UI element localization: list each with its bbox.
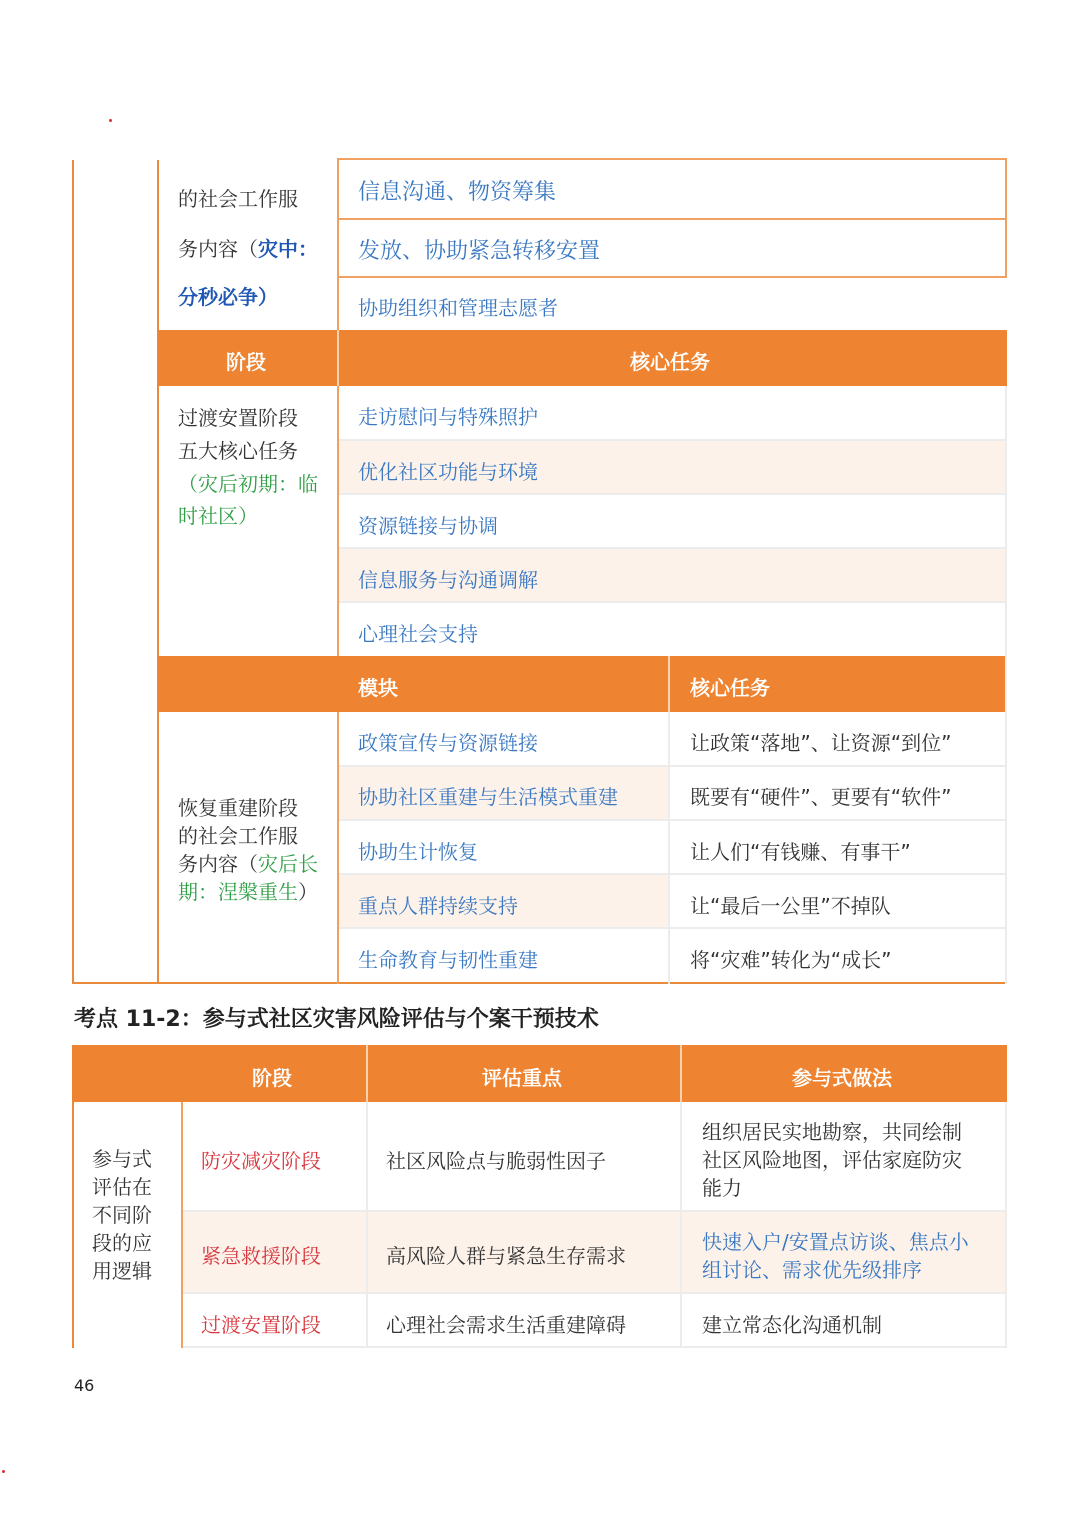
row-b-item-4: 信息服务与沟通调解: [358, 568, 538, 592]
table2-row1-stage: 防灾减灾阶段: [201, 1149, 321, 1173]
table2-row1-focus: 社区风险点与脆弱性因子: [386, 1149, 606, 1173]
table2-row3-method: 建立常态化沟通机制: [702, 1313, 882, 1337]
row-a-item-1: 信息沟通、物资筹集: [358, 180, 557, 205]
row-c-module-2: 协助社区重建与生活模式重建: [358, 785, 618, 809]
table2-row2-focus: 高风险人群与紧急生存需求: [386, 1244, 626, 1268]
header-c-core-task: 核心任务: [690, 676, 770, 700]
stray-dot-bottom: [2, 1470, 5, 1473]
row-b-item-2: 优化社区功能与环境: [358, 460, 538, 484]
header-c-module: 模块: [358, 676, 398, 700]
row-c-task-2: 既要有“硬件”、更要有“软件”: [690, 785, 952, 809]
row-c-module-5: 生命教育与韧性重建: [358, 948, 538, 972]
row-c-task-1: 让政策“落地”、让资源“到位”: [690, 731, 952, 755]
table1-bottom-line: [72, 982, 1007, 984]
table2-left-line: [72, 1102, 74, 1348]
row-a-item-2: 发放、协助紧急转移安置: [358, 239, 601, 264]
header-b-stage: 阶段: [226, 350, 266, 374]
table1-outer-left-line: [72, 160, 74, 984]
row-c-module-4: 重点人群持续支持: [358, 894, 518, 918]
row-c-task-5: 将“灾难”转化为“成长”: [690, 948, 892, 972]
page-number: 46: [74, 1376, 95, 1395]
table1-inner-left-line: [157, 160, 159, 984]
table2-row3-focus: 心理社会需求生活重建障碍: [386, 1313, 626, 1337]
row-c-module-3: 协助生计恢复: [358, 840, 478, 864]
table1-header-c: [158, 656, 1007, 712]
row-c-task-4: 让“最后一公里”不掉队: [690, 894, 891, 918]
row-b-item-3: 资源链接与协调: [358, 514, 498, 538]
table2-row2-stage: 紧急救援阶段: [201, 1244, 321, 1268]
row-b-item-1: 走访慰问与特殊照护: [358, 405, 538, 429]
row-c-task-3: 让人们“有钱赚、有事干”: [690, 840, 911, 864]
section-title: 考点 11-2：参与式社区灾害风险评估与个案干预技术: [74, 1007, 599, 1032]
table1-header-b: [158, 330, 1007, 386]
row-c-module-1: 政策宣传与资源链接: [358, 731, 538, 755]
table2-header-method: 参与式做法: [792, 1066, 892, 1090]
header-b-core-task: 核心任务: [630, 350, 710, 374]
stray-dot: [109, 119, 112, 122]
row-b-item-5: 心理社会支持: [358, 622, 478, 646]
table2-row3-stage: 过渡安置阶段: [201, 1313, 321, 1337]
table2-header-stage: 阶段: [252, 1066, 292, 1090]
row-a-item-3: 协助组织和管理志愿者: [358, 296, 558, 320]
table2-header-focus: 评估重点: [482, 1066, 562, 1090]
